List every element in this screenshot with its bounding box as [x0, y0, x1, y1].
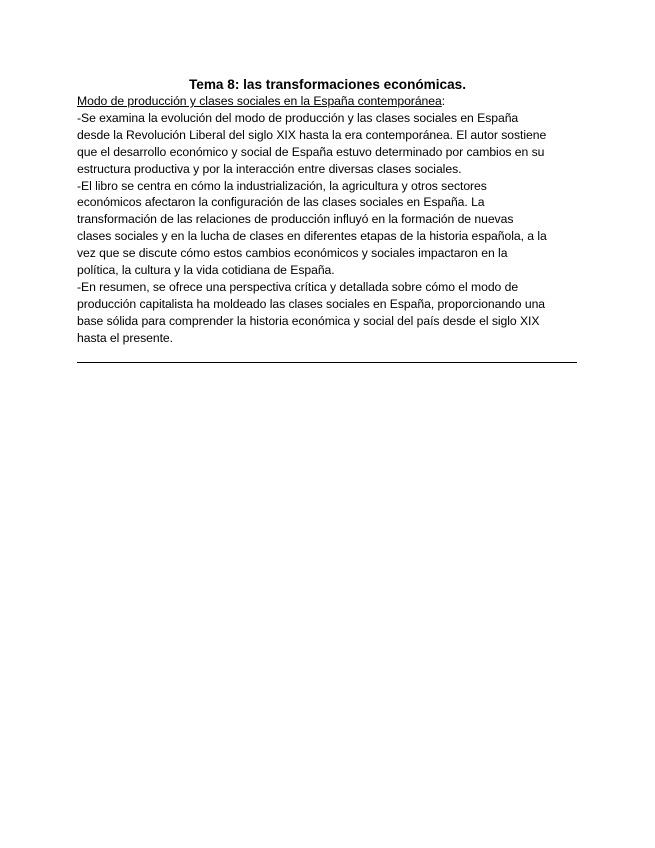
text-line: base sólida para comprender la historia económica y social del país desde el siglo XIX [77, 313, 540, 328]
text-line: producción capitalista ha moldeado las clases sociales en España, proporcionando una [77, 296, 546, 311]
text-line: estructura productiva y por la interacción entre diversas clases sociales. [77, 161, 462, 176]
text-line: transformación de las relaciones de producción influyó en la formación de nuevas [77, 212, 514, 227]
subtitle-colon: : [441, 94, 446, 108]
subtitle-text: Modo de producción y clases sociales en la España contemporánea [77, 94, 442, 108]
text-line: que el desarrollo económico y social de España estuvo determinado por cambios en su [77, 144, 545, 159]
document-subtitle [77, 93, 578, 110]
text-line: política, la cultura y la vida cotidiana de España. [77, 263, 335, 278]
text-line: hasta el presente. [77, 330, 173, 345]
text-line: -En resumen, se ofrece una perspectiva crítica y detallada sobre cómo el modo de [77, 279, 519, 294]
document-page [77, 76, 578, 347]
body-text [77, 110, 578, 347]
text-line: clases sociales y en la lucha de clases en diferentes etapas de la historia española, a la [77, 229, 547, 244]
text-line: económicos afectaron la configuración de las clases sociales en España. La [77, 195, 485, 210]
text-line: -El libro se centra en cómo la industrialización, la agricultura y otros sectores [77, 178, 487, 193]
document-title: Tema 8: las transformaciones económicas. [188, 77, 467, 92]
text-line: vez que se discute cómo estos cambios económicos y sociales impactaron en la [77, 246, 508, 261]
horizontal-divider [77, 362, 577, 363]
text-line: desde la Revolución Liberal del siglo XIX hasta la era contemporánea. El autor sostiene [77, 127, 547, 142]
text-line: -Se examina la evolución del modo de producción y las clases sociales en España [77, 110, 519, 125]
